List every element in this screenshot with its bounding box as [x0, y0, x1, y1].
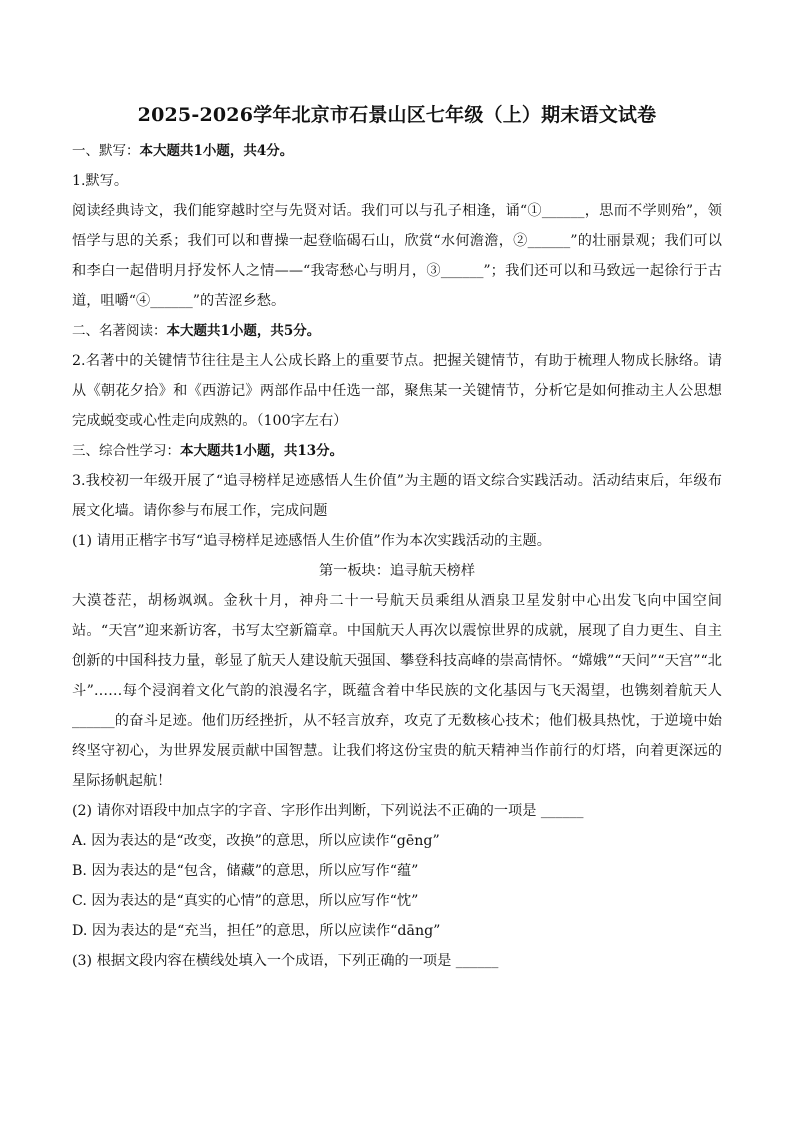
section-rule: 本大题共1小题，共4分。	[139, 143, 294, 159]
question-3-sub3: (3) 根据文段内容在横线处填入一个成语，下列正确的一项是 ______	[72, 953, 499, 969]
question-3-intro: 3.我校初一年级开展了“追寻榜样足迹感悟人生价值”为主题的语文综合实践活动。活动结束后，年级布展文化墙。请你参与布展工作，完成问题	[72, 473, 722, 519]
question-2-body: 2.名著中的关键情节往往是主人公成长路上的重要节点。把握关键情节，有助于梳理人物成长脉络。请从《朝花夕拾》和《西游记》两部作品中任选一部，聚焦某一关键情节，分析它是如何推动主人公思想完成蜕变或心性走向成熟的。（100字左右）	[72, 353, 722, 429]
option-b: B. 因为表达的是“包含，储藏”的意思，所以应写作“蕴”	[72, 863, 419, 879]
section-1-heading	[72, 136, 722, 166]
option-d: D. 因为表达的是“充当，担任”的意思，所以应读作“dāng”	[72, 923, 441, 939]
section-2-heading	[72, 316, 722, 346]
exam-page	[72, 100, 722, 976]
page-title: 2025-2026学年北京市石景山区七年级（上）期末语文试卷	[137, 104, 657, 126]
section-label: 二、名著阅读：	[72, 323, 167, 339]
question-3-sub1: (1) 请用正楷字书写“追寻榜样足迹感悟人生价值”作为本次实践活动的主题。	[72, 533, 551, 549]
section-3-heading	[72, 436, 722, 466]
option-a: A. 因为表达的是“改变，改换”的意思，所以应读作“gēng”	[72, 833, 440, 849]
question-1-body: 阅读经典诗文，我们能穿越时空与先贤对话。我们可以与孔子相逢，诵“①______，思而不学则殆”，领悟学与思的关系；我们可以和曹操一起登临碣石山，欣赏“水何澹澹，②______”的壮丽景观；我们可以和李白一起借明月抒发怀人之情——“我寄愁心与明月，③______”；我们还可以和马致远一起徐行于古道，咀嚼“④______”的苦涩乡愁。	[72, 203, 722, 309]
section-rule: 本大题共1小题，共13分。	[180, 443, 344, 459]
question-3-sub2: (2) 请你对语段中加点字的字音、字形作出判断，下列说法不正确的一项是 ______	[72, 803, 584, 819]
board-heading: 第一板块：追寻航天榜样	[318, 563, 476, 579]
section-label: 一、默写：	[72, 143, 140, 159]
section-rule: 本大题共1小题，共5分。	[166, 323, 321, 339]
reading-passage: 大漠苍茫，胡杨飒飒。金秋十月，神舟二十一号航天员乘组从酒泉卫星发射中心出发飞向中国空间站。“天宫”迎来新访客，书写太空新篇章。中国航天人再次以震惊世界的成就，展现了自力更生、自主创新的中国科技力量，彰显了航天人建设航天强国、攀登科技高峰的崇高情怀。“嫦娥”“天问”“天宫”“北斗”……每个浸润着文化气韵的浪漫名字，既蕴含着中华民族的文化基因与飞天渴望，也镌刻着航天人______的奋斗足迹。他们历经挫折，从不轻言放弃，攻克了无数核心技术；他们极具热忱，于逆境中始终坚守初心，为世界发展贡献中国智慧。让我们将这份宝贵的航天精神当作前行的灯塔，向着更深远的星际扬帆起航！	[72, 593, 722, 789]
option-c: C. 因为表达的是“真实的心情”的意思，所以应写作“忱”	[72, 893, 419, 909]
section-label: 三、综合性学习：	[72, 443, 180, 459]
question-1-head: 1.默写。	[72, 173, 129, 189]
